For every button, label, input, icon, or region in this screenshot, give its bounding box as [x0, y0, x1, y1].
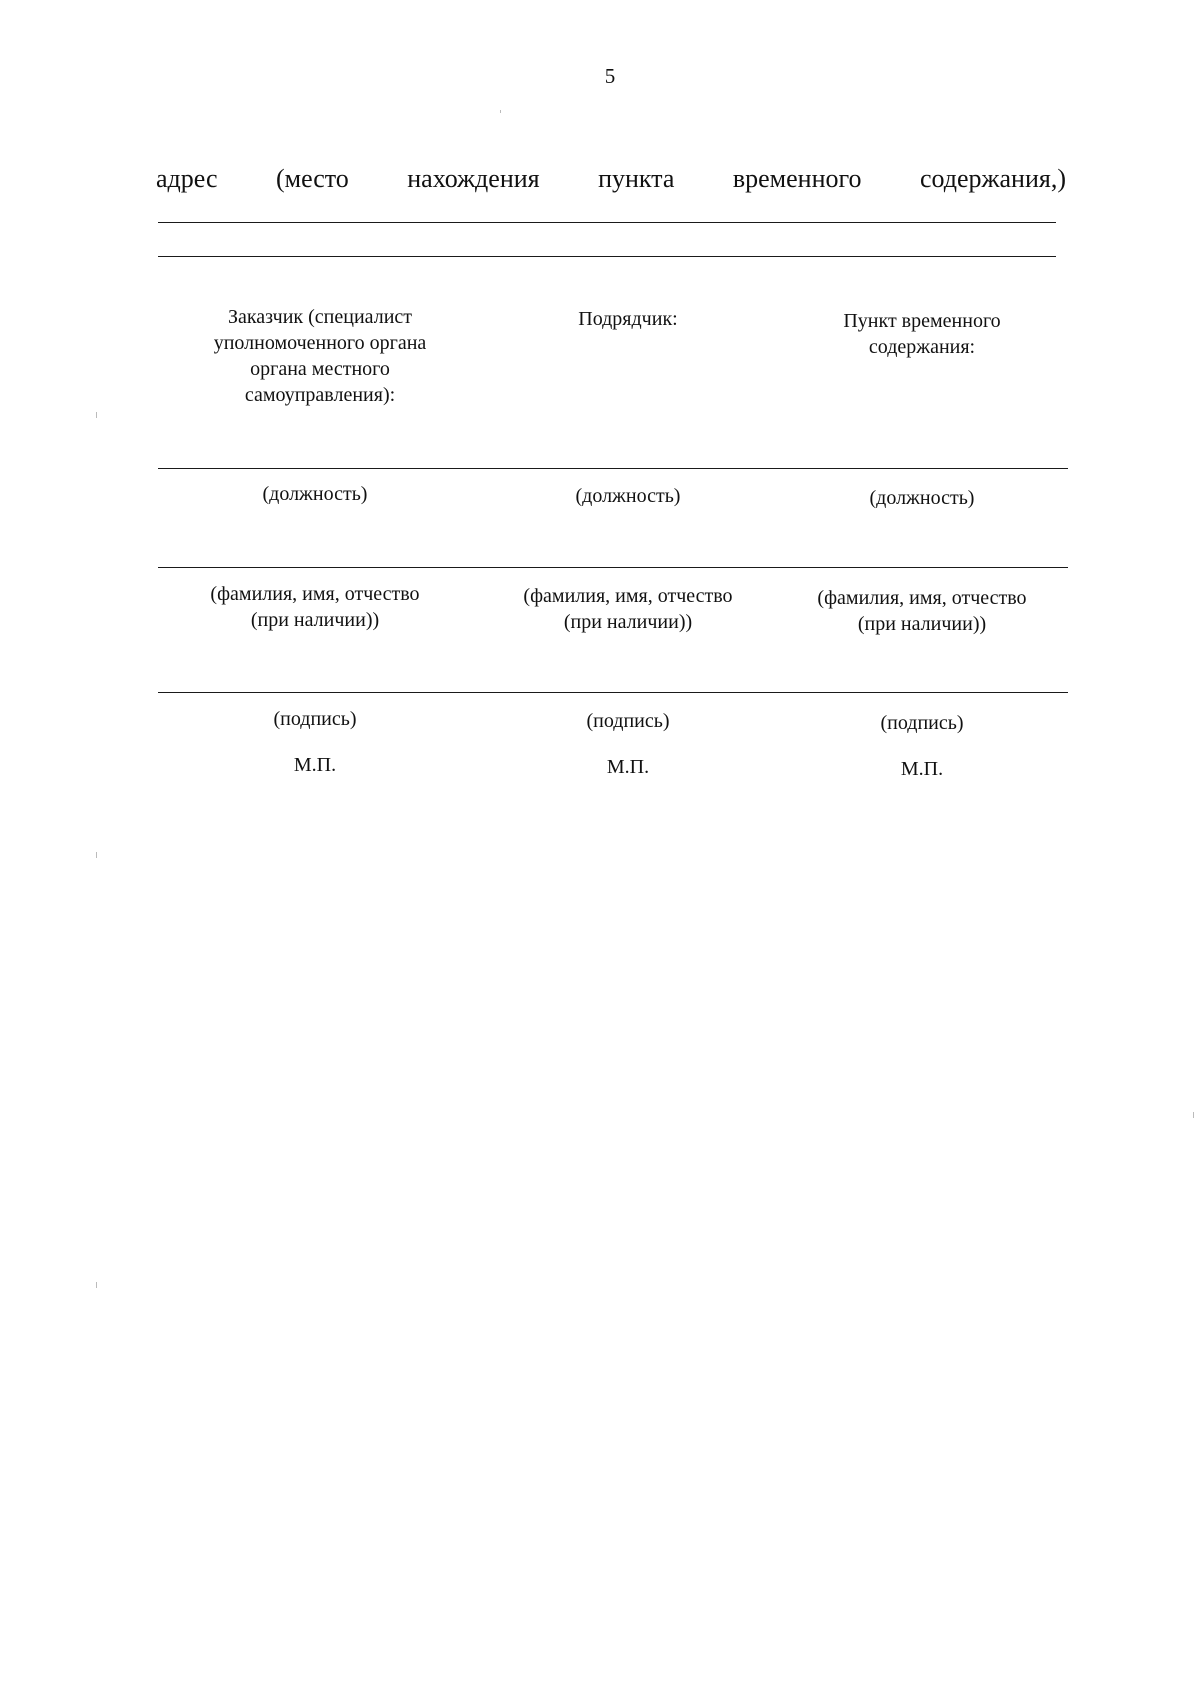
- stamp-label: М.П.: [293, 754, 337, 776]
- address-word: временного: [732, 164, 862, 193]
- signature-label: (подпись): [273, 708, 357, 730]
- address-word: содержания,): [919, 164, 1066, 193]
- address-word: нахождения: [407, 164, 540, 193]
- name-label-line: (фамилия, имя, отчество: [523, 585, 733, 607]
- role-line: органа местного: [250, 358, 390, 380]
- role-line: содержания:: [868, 336, 976, 358]
- position-label: (должность): [575, 485, 681, 507]
- position-label: (должность): [262, 483, 368, 505]
- role-line: уполномоченного органа: [213, 332, 427, 354]
- role-line: Заказчик (специалист: [227, 306, 413, 328]
- role-line: Пункт временного: [843, 310, 1001, 332]
- scan-speck: [96, 1282, 97, 1288]
- address-line: [156, 164, 1066, 194]
- address-word: адрес: [156, 164, 218, 193]
- position-signature-line: [158, 468, 1068, 469]
- page-number: 5: [604, 64, 616, 88]
- role-line: самоуправления):: [244, 384, 396, 406]
- name-label-line: (фамилия, имя, отчество: [210, 583, 420, 605]
- name-label: [772, 585, 1072, 637]
- name-label-line: (при наличии)): [857, 613, 987, 635]
- scan-speck: [96, 412, 97, 418]
- signature-label: (подпись): [586, 710, 670, 732]
- name-signature-line: [158, 567, 1068, 568]
- name-label: [170, 581, 460, 633]
- address-word: пункта: [598, 164, 675, 193]
- signature-label: (подпись): [880, 712, 964, 734]
- position-label: (должность): [869, 487, 975, 509]
- name-label: [478, 583, 778, 635]
- role-contractor: [483, 306, 773, 332]
- stamp-label: М.П.: [900, 758, 944, 780]
- scan-speck: [500, 110, 501, 113]
- role-customer: [180, 304, 460, 408]
- role-line: Подрядчик:: [578, 308, 678, 330]
- address-fill-line-1: [158, 222, 1056, 223]
- address-fill-line-2: [158, 256, 1056, 257]
- scan-speck: [1193, 1112, 1194, 1118]
- name-label-line: (фамилия, имя, отчество: [817, 587, 1027, 609]
- scan-speck: [96, 852, 97, 858]
- name-label-line: (при наличии)): [250, 609, 380, 631]
- stamp-label: М.П.: [606, 756, 650, 778]
- name-label-line: (при наличии)): [563, 611, 693, 633]
- role-temporary-holding-point: [777, 308, 1067, 360]
- signature-line: [158, 692, 1068, 693]
- address-word: (место: [275, 164, 349, 193]
